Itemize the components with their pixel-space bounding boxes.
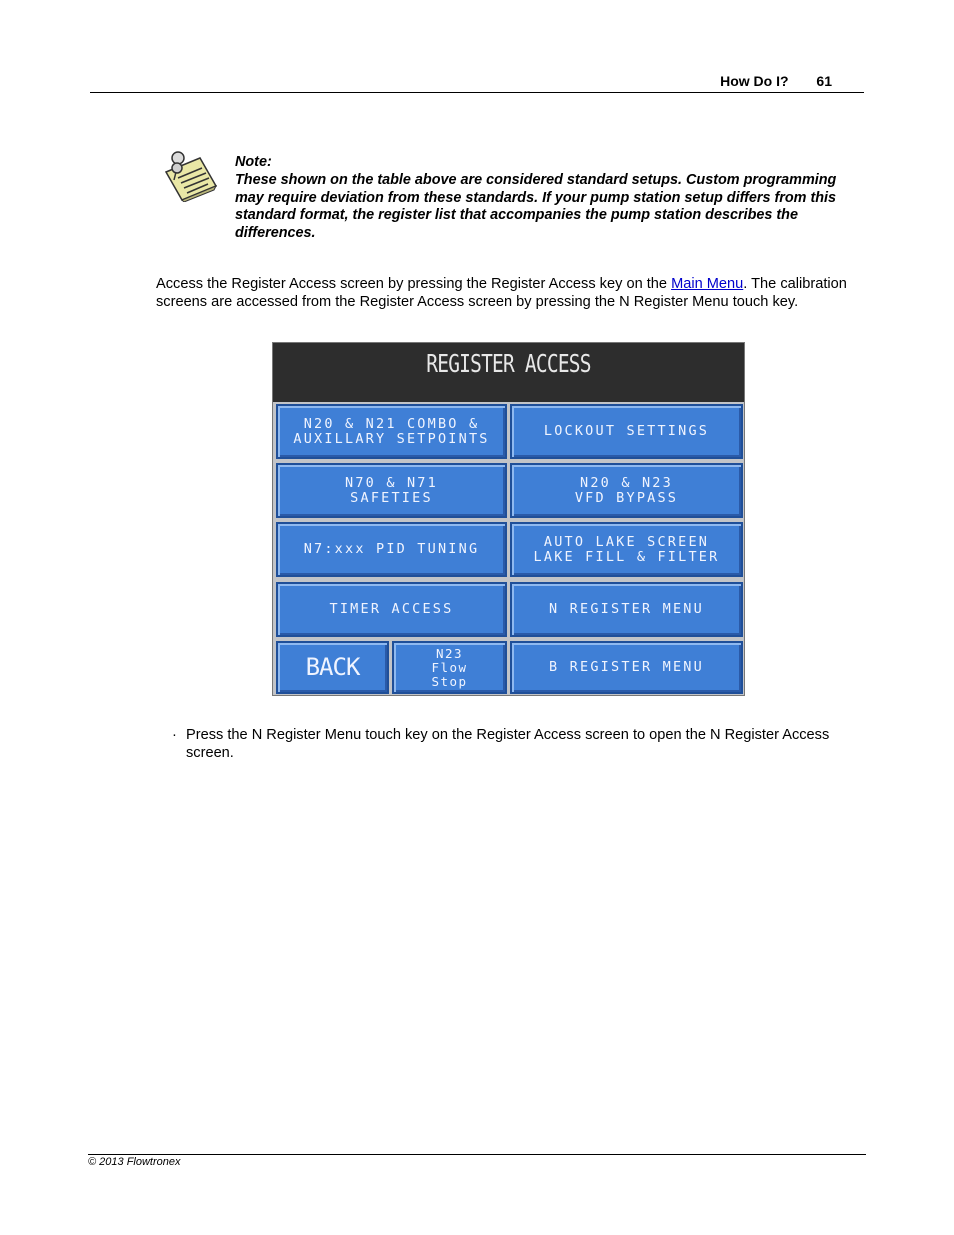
note-body: These shown on the table above are considered standard setups. Custom programming may require deviation from these standards. If your pump station setup differs from this standard format, the register list that accompanies the pump station describes the differences.: [235, 171, 837, 242]
bullet-item: [172, 727, 866, 762]
main-menu-link[interactable]: Main Menu: [671, 276, 744, 292]
bullet-text: Press the N Register Menu touch key on the Register Access screen to open the N Register Access screen.: [186, 727, 830, 761]
combo-auxillary-setpoints-key[interactable]: N20 & N21 COMBO & AUXILLARY SETPOINTS: [276, 404, 507, 459]
intro-text-start: Access the Register Access screen by pressing the Register Access key on the: [156, 276, 672, 292]
pid-tuning-key[interactable]: N7:xxx PID TUNING: [276, 522, 507, 577]
note-heading: Note:: [235, 154, 272, 170]
intro-paragraph: [156, 276, 856, 311]
intro-text-end: . The calibration screens are accessed from the Register Access screen by pressing the N Register Menu touch key.: [156, 276, 847, 310]
back-key[interactable]: BACK: [276, 641, 389, 694]
n-register-menu-key[interactable]: N REGISTER MENU: [510, 582, 743, 637]
safeties-key[interactable]: N70 & N71 SAFETIES: [276, 463, 507, 518]
screen-title-bar: [273, 343, 744, 402]
lockout-settings-key[interactable]: LOCKOUT SETTINGS: [510, 404, 743, 459]
note-pad-pushpin-icon: [160, 150, 218, 202]
header-section-title: How Do I?: [720, 73, 789, 89]
page-header: [90, 73, 864, 93]
auto-lake-screen-key[interactable]: AUTO LAKE SCREEN LAKE FILL & FILTER: [510, 522, 743, 577]
register-access-screenshot: [272, 342, 745, 696]
timer-access-key[interactable]: TIMER ACCESS: [276, 582, 507, 637]
footer-copyright: © 2013 Flowtronex: [88, 1156, 181, 1168]
page-footer: [88, 1154, 866, 1168]
b-register-menu-key[interactable]: B REGISTER MENU: [510, 641, 743, 694]
screen-title: REGISTER ACCESS: [426, 349, 591, 378]
header-running-title: [720, 73, 832, 89]
vfd-bypass-key[interactable]: N20 & N23 VFD BYPASS: [510, 463, 743, 518]
bullet-mark: ·: [172, 727, 177, 743]
flow-stop-key[interactable]: N23 Flow Stop: [392, 641, 507, 694]
page-number: 61: [816, 73, 832, 89]
note-block: [235, 154, 857, 243]
